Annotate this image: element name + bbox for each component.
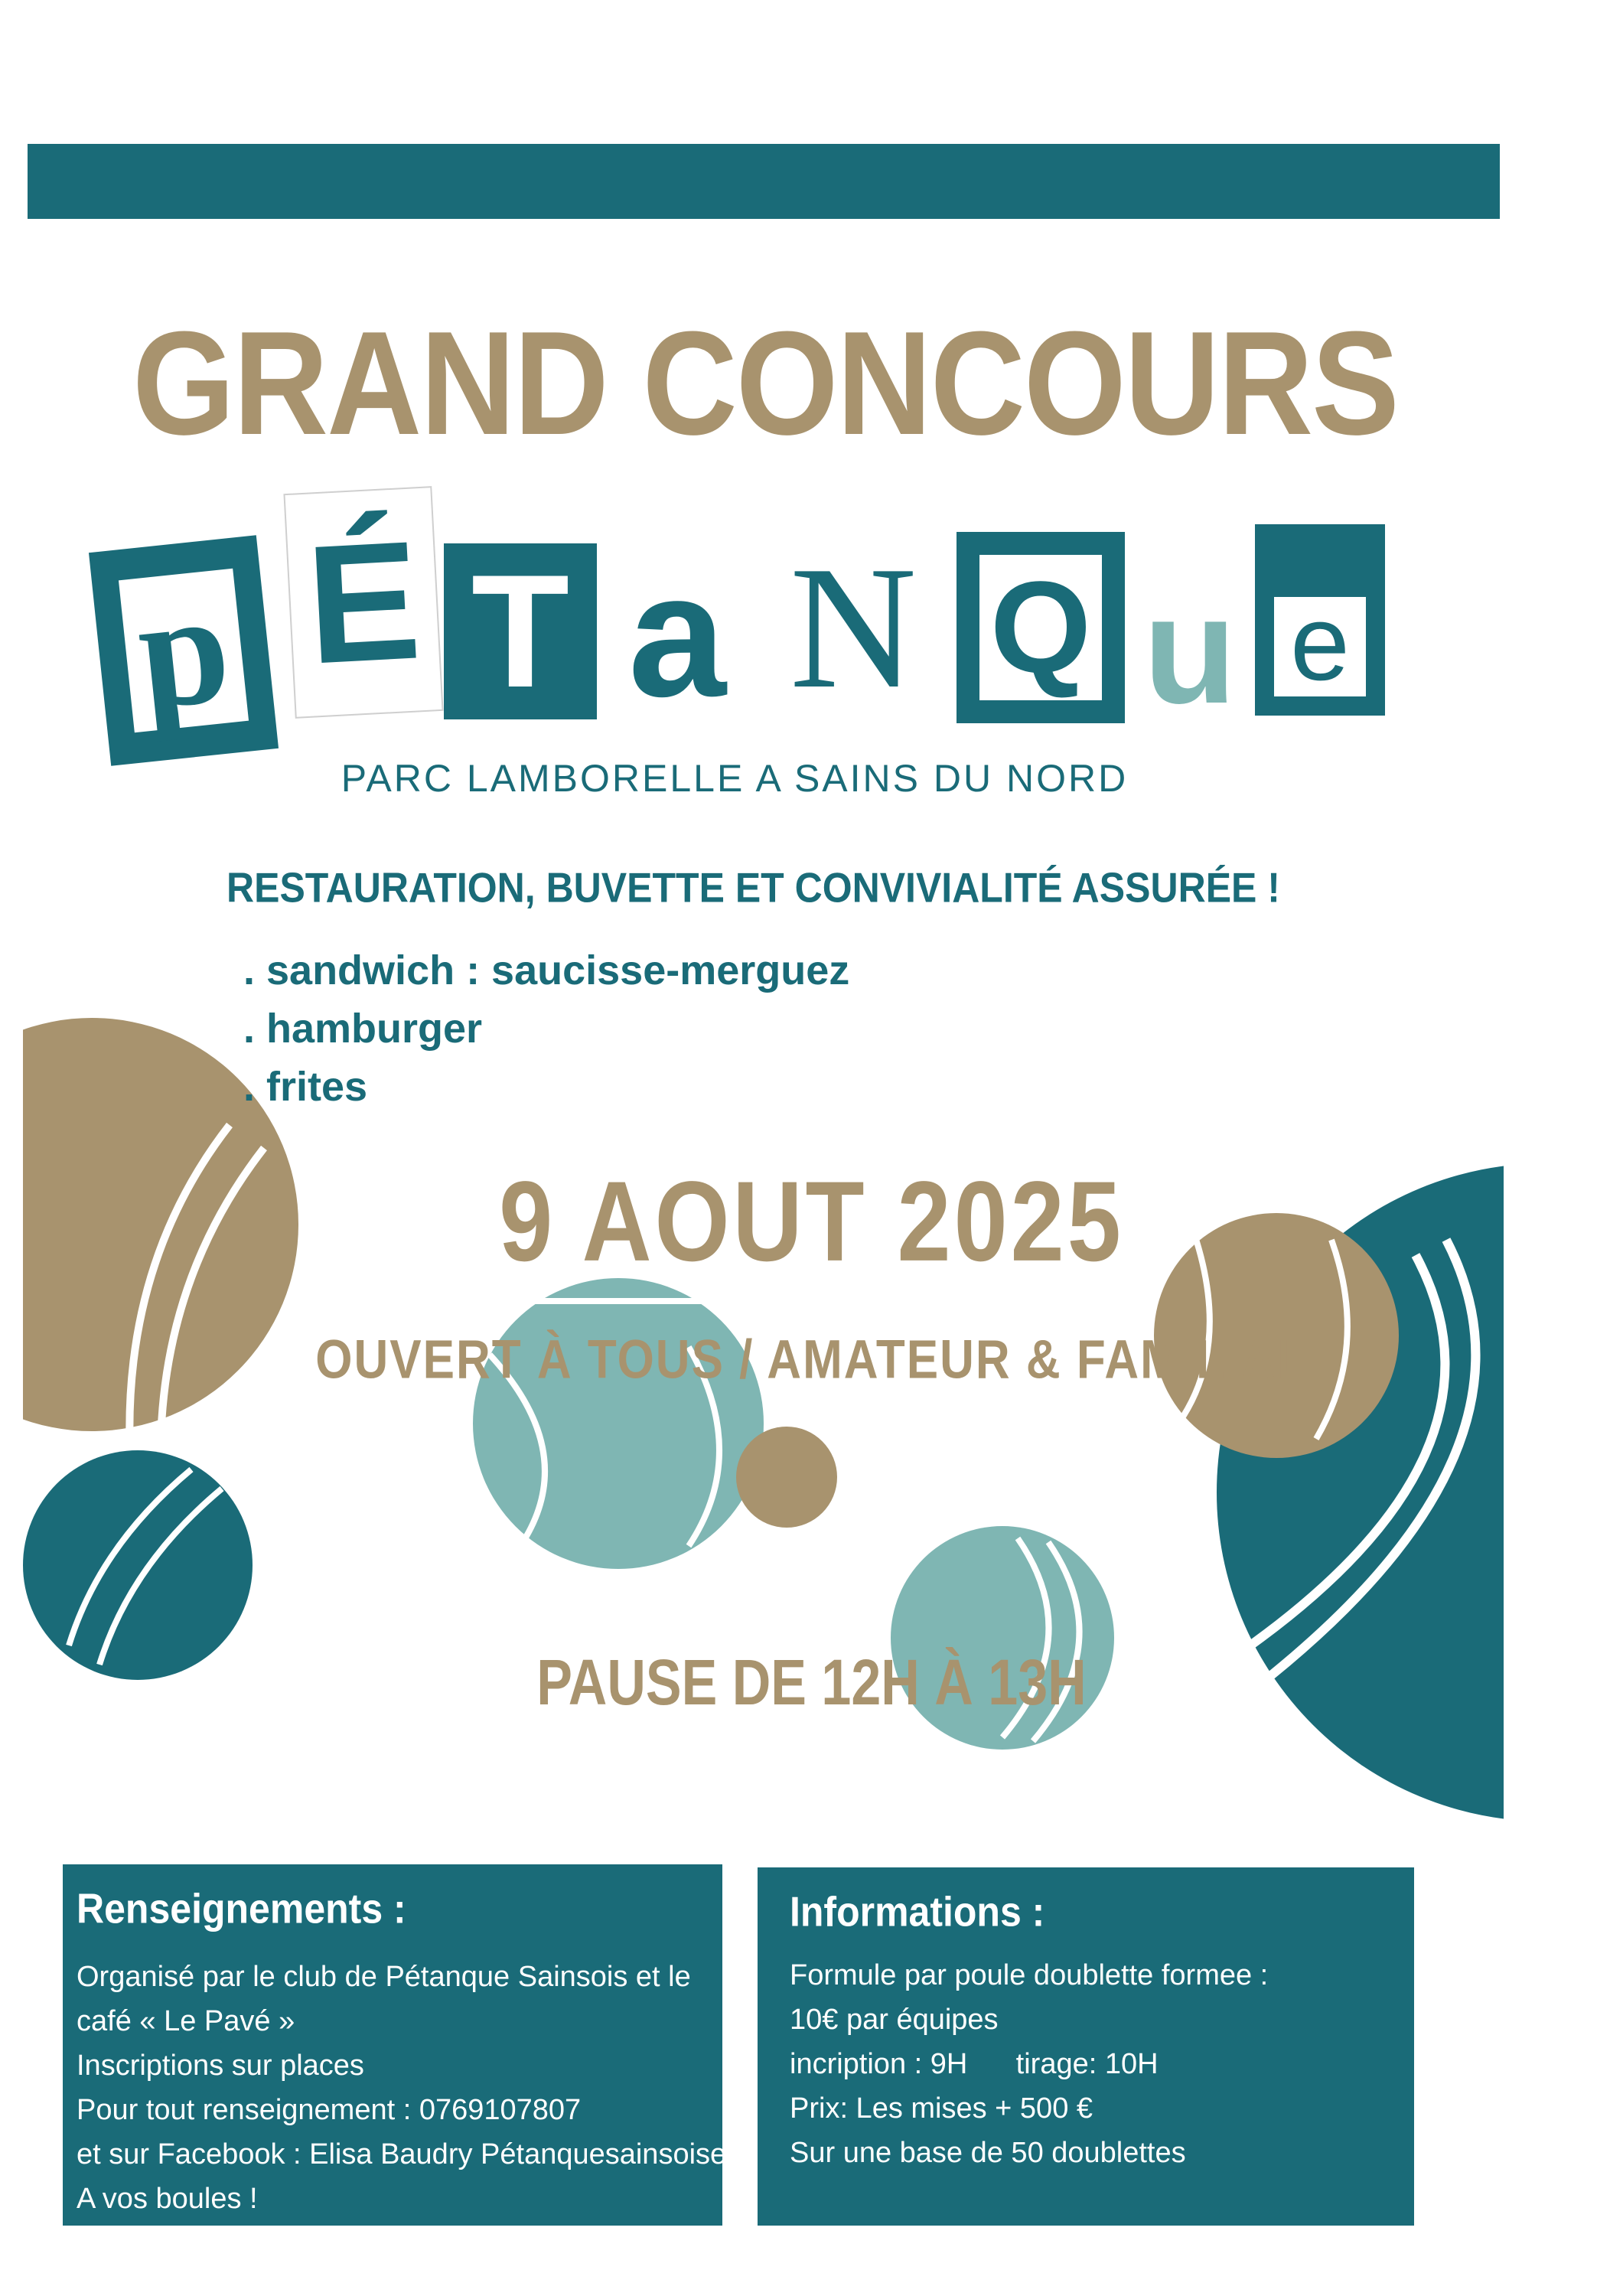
- informations-line: 10€ par équipes: [790, 2004, 999, 2036]
- renseignements-line: A vos boules !: [77, 2183, 258, 2215]
- open-to-text: OUVERT À TOUS / AMATEUR & FAMILIAL: [315, 1329, 1308, 1391]
- informations-box: [758, 1867, 1414, 2226]
- catering-title: RESTAURATION, BUVETTE ET CONVIVIALITÉ ASSURÉE !: [227, 864, 1280, 912]
- renseignements-box: [63, 1864, 727, 2226]
- letter-a: a: [628, 536, 726, 733]
- menu-item: . frites: [243, 1064, 368, 1110]
- event-date: 9 AOUT 2025: [499, 1157, 1124, 1285]
- ball-light-teal-center: [473, 1278, 765, 1569]
- letter-e-acute: É: [302, 505, 425, 700]
- letter-e: e: [1274, 597, 1366, 696]
- renseignements-title: Renseignements :: [77, 1885, 406, 1932]
- top-banner-bar: [28, 144, 1500, 219]
- informations-line: Sur une base de 50 doublettes: [790, 2137, 1186, 2169]
- renseignements-line: Inscriptions sur places: [77, 2050, 364, 2082]
- renseignements-line: et sur Facebook : Elisa Baudry Pétanquesainsoise: [77, 2138, 727, 2170]
- letter-u: u: [1142, 565, 1237, 735]
- informations-line: Prix: Les mises + 500 €: [790, 2092, 1093, 2125]
- informations-line: Formule par poule doublette formee :: [790, 1959, 1269, 1991]
- renseignements-line: Pour tout renseignement : 0769107807: [77, 2094, 582, 2126]
- page-title: GRAND CONCOURS: [132, 301, 1398, 466]
- informations-title: Informations :: [790, 1888, 1045, 1936]
- letter-q: Q: [979, 555, 1102, 700]
- informations-line: incription : 9H tirage: 10H: [790, 2048, 1159, 2080]
- pause-text: PAUSE DE 12H À 13H: [536, 1646, 1087, 1718]
- letter-p: p: [119, 569, 249, 733]
- menu-item: . sandwich : saucisse-merguez: [243, 947, 850, 993]
- renseignements-line: Organisé par le club de Pétanque Sainsois et le: [77, 1961, 691, 1993]
- menu-item: . hamburger: [243, 1006, 483, 1052]
- menu-list: [243, 941, 849, 1116]
- cochonnet-gold: [736, 1427, 837, 1528]
- letter-n: N: [789, 530, 917, 725]
- renseignements-line: café « Le Pavé »: [77, 2005, 295, 2037]
- letter-t: T: [471, 541, 570, 721]
- venue-text: PARC LAMBORELLE A SAINS DU NORD: [341, 757, 1129, 800]
